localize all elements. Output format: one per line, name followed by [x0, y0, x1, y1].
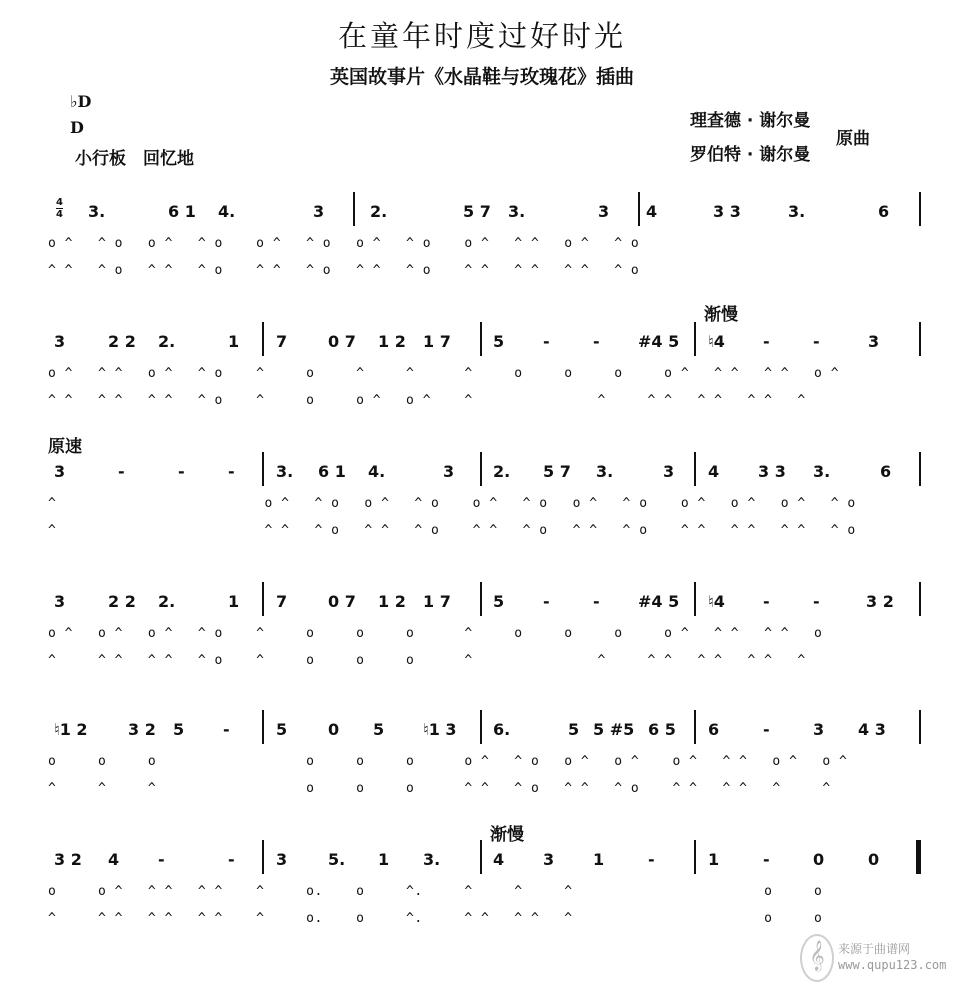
note: - — [158, 850, 165, 869]
note: 3. — [423, 850, 441, 869]
notes-row — [48, 197, 924, 226]
note: - — [763, 720, 770, 739]
notes-row — [48, 330, 924, 356]
note: 3 — [313, 202, 325, 221]
note: 5 — [493, 592, 505, 611]
note: 4 3 — [858, 720, 886, 739]
note: 2. — [158, 332, 176, 351]
note: 5 — [173, 720, 185, 739]
note: 6 — [878, 202, 890, 221]
note: 3 — [54, 332, 66, 351]
note: 3 2 — [128, 720, 156, 739]
note: 3 3 — [713, 202, 741, 221]
accordion-row2: ^ ^ ^ o ^ ^ ^ o ^ ^ ^ o ^ ^ ^ o ^ ^ ^ ^ ^ ^ ^ o — [48, 263, 640, 278]
composer-role: 原曲 — [836, 129, 870, 149]
note: 3. — [276, 462, 294, 481]
key-signature-2: D — [70, 118, 84, 137]
note: - — [813, 332, 820, 351]
composer-1: 理查德 · 谢尔曼 — [690, 111, 811, 131]
note: 4. — [368, 462, 386, 481]
note: #4 5 — [638, 592, 680, 611]
barline — [480, 710, 482, 744]
barline — [916, 840, 921, 874]
note: - — [763, 332, 770, 351]
note: - — [763, 592, 770, 611]
note: 3 — [663, 462, 675, 481]
note: - — [118, 462, 125, 481]
note: - — [813, 592, 820, 611]
note: 0 — [813, 850, 825, 869]
barline — [919, 452, 921, 486]
accordion-row2: ^ ^ ^ ^ ^ ^ ^ o ^ o o ^ o ^ ^ ^ ^ ^ ^ ^ ^ ^ ^ — [48, 393, 806, 408]
note: 7 — [276, 592, 288, 611]
note: 3 — [54, 462, 66, 481]
notes-row — [48, 460, 924, 486]
note: 6 1 — [318, 462, 346, 481]
barline — [919, 192, 921, 226]
barline — [919, 710, 921, 744]
note: 5 7 — [543, 462, 571, 481]
barline — [694, 582, 696, 616]
note: 6. — [493, 720, 511, 739]
barline — [694, 840, 696, 874]
barline — [919, 582, 921, 616]
note: - — [593, 332, 600, 351]
tempo-label-yuansu: 原速 — [48, 437, 82, 457]
note: 1 — [378, 850, 390, 869]
note: 1 — [593, 850, 605, 869]
note: - — [178, 462, 185, 481]
note: - — [543, 592, 550, 611]
note: - — [763, 850, 770, 869]
tempo-marking: 小行板 回忆地 — [75, 149, 194, 169]
tempo-label-jianman-1: 渐慢 — [704, 305, 738, 325]
barline — [694, 452, 696, 486]
note: 1 7 — [423, 592, 451, 611]
note: 3 — [276, 850, 288, 869]
barline — [638, 192, 640, 226]
note: ♮4 — [708, 592, 725, 611]
note: 3 — [54, 592, 66, 611]
barline — [262, 582, 264, 616]
note: 5 — [373, 720, 385, 739]
note: 0 7 — [328, 592, 356, 611]
note: 5 — [568, 720, 580, 739]
accordion-row1: o o ^ ^ ^ ^ ^ ^ o. o ^. ^ ^ ^ o o — [48, 884, 823, 899]
song-subtitle: 英国故事片《水晶鞋与玫瑰花》插曲 — [329, 66, 634, 88]
note: 2 2 — [108, 592, 136, 611]
note: 1 — [708, 850, 720, 869]
tempo-label-jianman-2: 渐慢 — [490, 825, 524, 845]
barline — [262, 840, 264, 874]
note: 5 7 — [463, 202, 491, 221]
note: 3. — [788, 202, 806, 221]
note: 1 — [228, 592, 240, 611]
note: 5 #5 — [593, 720, 635, 739]
note: 4 — [708, 462, 720, 481]
note: 5. — [328, 850, 346, 869]
note: 0 — [868, 850, 880, 869]
watermark-url: www.qupu123.com — [838, 958, 947, 972]
note: 7 — [276, 332, 288, 351]
watermark-text: 来源于曲谱网 — [838, 942, 911, 956]
note: 0 7 — [328, 332, 356, 351]
accordion-row1: o ^ ^ ^ o ^ ^ o ^ o ^ ^ ^ o o o o ^ ^ ^ ^ ^ o ^ — [48, 366, 840, 381]
note: - — [648, 850, 655, 869]
note: - — [593, 592, 600, 611]
barline — [480, 452, 482, 486]
time-signature-bottom: 4 — [56, 209, 63, 220]
note: 6 1 — [168, 202, 196, 221]
accordion-row1: ^ o ^ ^ o o ^ ^ o o ^ ^ o o ^ ^ o o ^ o ^ o ^ ^ o — [48, 496, 856, 511]
barline — [480, 582, 482, 616]
note: 2. — [493, 462, 511, 481]
note: ♮1 3 — [423, 720, 457, 739]
note: 4. — [218, 202, 236, 221]
note: 2. — [158, 592, 176, 611]
accordion-row1: o o o o o o o ^ ^ o o ^ o ^ o ^ ^ ^ o ^ o ^ — [48, 754, 848, 769]
note: 2. — [370, 202, 388, 221]
watermark — [800, 934, 960, 978]
barline — [262, 452, 264, 486]
note: 5 — [276, 720, 288, 739]
note: - — [223, 720, 230, 739]
note: 0 — [328, 720, 340, 739]
time-signature — [56, 197, 63, 220]
note: 5 — [493, 332, 505, 351]
notes-row — [48, 848, 924, 874]
note: ♮4 — [708, 332, 725, 351]
note: 4 — [493, 850, 505, 869]
note: #4 5 — [638, 332, 680, 351]
barline — [353, 192, 355, 226]
note: 3 2 — [866, 592, 894, 611]
note: - — [228, 850, 235, 869]
note: 3 2 — [54, 850, 82, 869]
note: 3 — [543, 850, 555, 869]
note: 2 2 — [108, 332, 136, 351]
note: 3. — [88, 202, 106, 221]
note: 3. — [813, 462, 831, 481]
accordion-row1: o ^ ^ o o ^ ^ o o ^ ^ o o ^ ^ o o ^ ^ ^ o ^ ^ o — [48, 236, 640, 251]
note: 3 — [813, 720, 825, 739]
note: - — [228, 462, 235, 481]
barline — [480, 322, 482, 356]
barline — [694, 322, 696, 356]
note: 4 — [646, 202, 658, 221]
notes-row — [48, 590, 924, 616]
song-title: 在童年时度过好时光 — [337, 19, 626, 53]
accordion-row2: ^ ^ ^ ^ ^ ^ o ^ o o o ^ ^ ^ ^ ^ ^ ^ ^ ^ — [48, 653, 806, 668]
accordion-row2: ^ ^ ^ ^ ^ ^ ^ ^ o. o ^. ^ ^ ^ ^ ^ o o — [48, 911, 823, 926]
note: 1 2 — [378, 332, 406, 351]
note: 1 — [228, 332, 240, 351]
note: ♮1 2 — [54, 720, 88, 739]
notes-row — [48, 718, 924, 744]
barline — [694, 710, 696, 744]
note: 4 — [108, 850, 120, 869]
note: 6 — [708, 720, 720, 739]
note: 3 3 — [758, 462, 786, 481]
note: - — [543, 332, 550, 351]
barline — [262, 710, 264, 744]
note: 3. — [596, 462, 614, 481]
note: 6 — [880, 462, 892, 481]
time-signature-top: 4 — [56, 197, 63, 208]
note: 3 — [443, 462, 455, 481]
note: 3 — [868, 332, 880, 351]
treble-clef-icon: 𝄞 — [800, 934, 834, 982]
barline — [262, 322, 264, 356]
barline — [919, 322, 921, 356]
accordion-row2: ^ ^ ^ ^ o ^ ^ ^ o ^ ^ ^ o ^ ^ ^ o ^ ^ ^ ^ ^ ^ ^ o — [48, 523, 856, 538]
key-signature-1: ♭D — [70, 92, 92, 111]
note: 1 7 — [423, 332, 451, 351]
accordion-row1: o ^ o ^ o ^ ^ o ^ o o o ^ o o o o ^ ^ ^ ^ ^ o — [48, 626, 823, 641]
note: 3 — [598, 202, 610, 221]
note: 1 2 — [378, 592, 406, 611]
note: 6 5 — [648, 720, 676, 739]
accordion-row2: ^ ^ ^ o o o ^ ^ ^ o ^ ^ ^ o ^ ^ ^ ^ ^ ^ — [48, 781, 831, 796]
note: 3. — [508, 202, 526, 221]
barline — [480, 840, 482, 874]
composer-2: 罗伯特 · 谢尔曼 — [690, 145, 811, 165]
